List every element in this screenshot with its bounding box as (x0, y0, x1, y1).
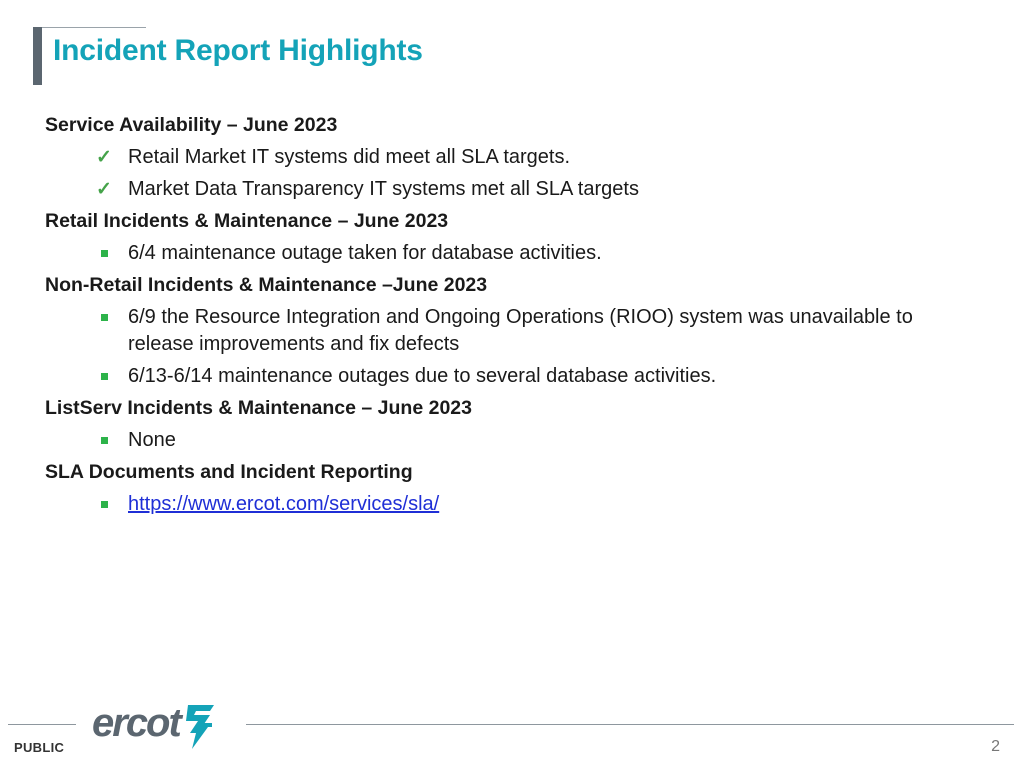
list-item (45, 141, 945, 173)
square-bullet-icon (96, 363, 112, 390)
list-item-text: 6/9 the Resource Integration and Ongoing Operations (RIOO) system was unavailable to release improvements and fix defects (128, 306, 913, 355)
square-bullet-icon (96, 240, 112, 267)
list-item (45, 424, 945, 456)
page-number: 2 (991, 738, 1000, 755)
square-bullet-icon (96, 304, 112, 331)
list-item (45, 360, 945, 392)
logo-wordmark: ercot (92, 701, 180, 745)
list-item (45, 237, 945, 269)
ercot-logo (92, 697, 218, 755)
sla-link[interactable]: https://www.ercot.com/services/sla/ (128, 493, 440, 515)
title-accent-rule (42, 27, 146, 28)
list-item (45, 301, 945, 360)
list-item (45, 488, 945, 520)
slide-content (45, 109, 945, 520)
footer-rule-left (8, 724, 76, 725)
list-item-text: 6/13-6/14 maintenance outages due to several database activities. (128, 365, 717, 387)
list-item-text: Market Data Transparency IT systems met all SLA targets (128, 178, 639, 200)
section-heading: ListServ Incidents & Maintenance – June 2023 (45, 397, 472, 419)
ercot-lightning-mark-icon (182, 701, 218, 751)
section-heading: Service Availability – June 2023 (45, 114, 338, 136)
section-retail-incidents (45, 205, 945, 269)
checkmark-icon: ✓ (96, 179, 112, 200)
section-heading: Non-Retail Incidents & Maintenance –June 2023 (45, 274, 488, 296)
list-item (45, 173, 945, 205)
classification-label: PUBLIC (14, 740, 65, 755)
square-bullet-icon (96, 427, 112, 454)
section-heading: Retail Incidents & Maintenance – June 2023 (45, 210, 449, 232)
section-non-retail-incidents (45, 269, 945, 392)
footer-rule-right (246, 724, 1014, 725)
page-title: Incident Report Highlights (53, 34, 423, 67)
list-item-text: 6/4 maintenance outage taken for database activities. (128, 242, 602, 264)
list-item-text: None (128, 429, 176, 451)
section-heading: SLA Documents and Incident Reporting (45, 461, 413, 483)
list-item-text: Retail Market IT systems did meet all SLA targets. (128, 146, 571, 168)
square-bullet-icon (96, 491, 112, 518)
checkmark-icon: ✓ (96, 147, 112, 168)
section-sla-documents (45, 456, 945, 520)
title-accent-bar (33, 27, 42, 85)
section-service-availability (45, 109, 945, 205)
section-listserv-incidents (45, 392, 945, 456)
